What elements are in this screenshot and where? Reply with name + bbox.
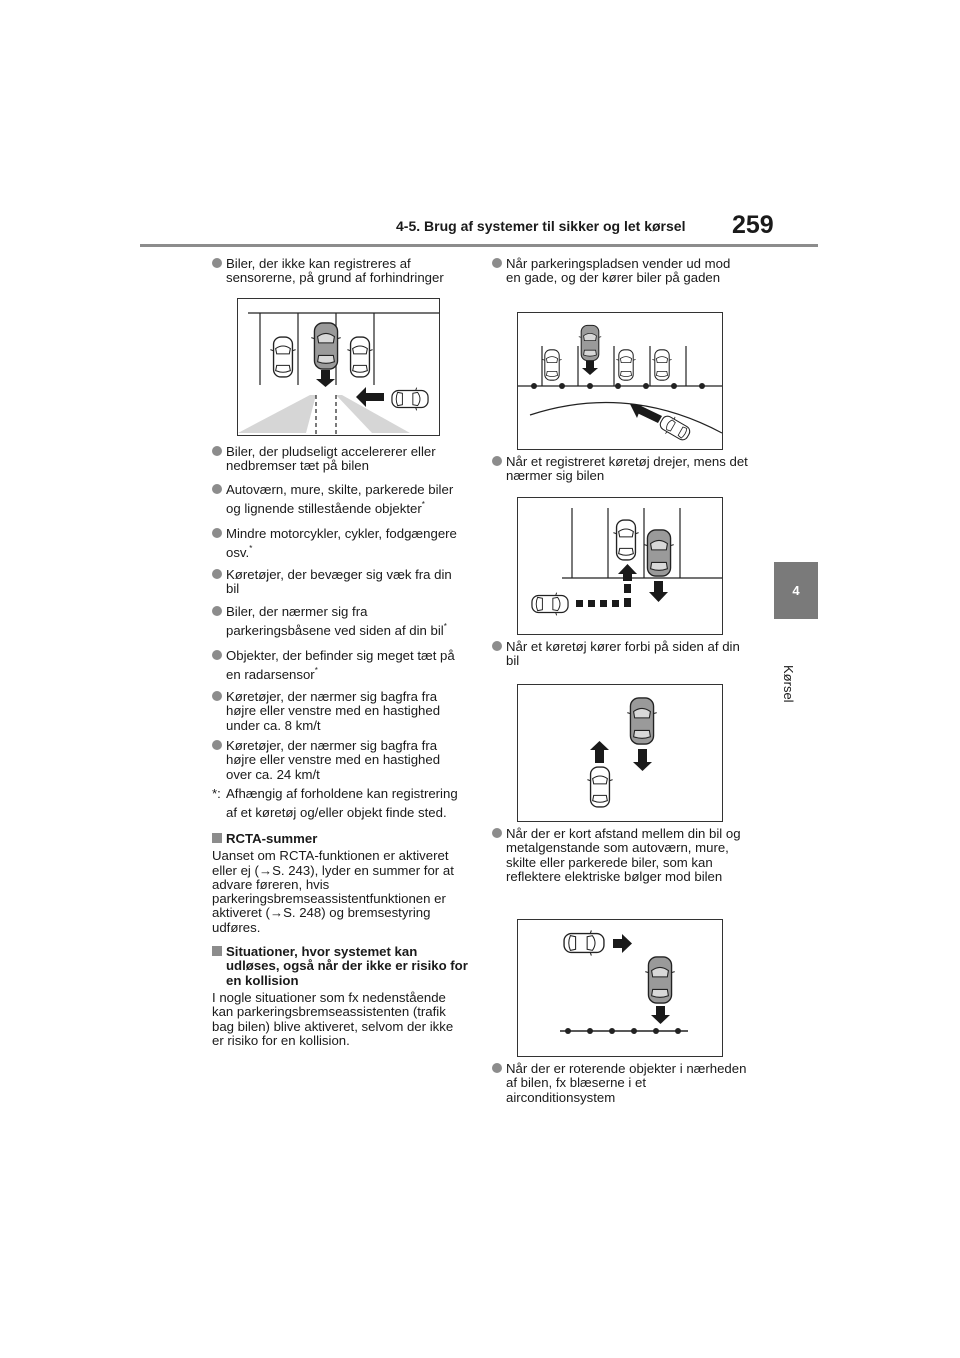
right-column-1 xyxy=(492,257,748,292)
header-rule xyxy=(140,244,818,247)
right-column-4 xyxy=(492,827,748,890)
footnote-mark: *: xyxy=(212,785,221,801)
page-number: 259 xyxy=(732,211,774,239)
list-item: Biler, der ikke kan registreres af sensorerne, på grund af forhindringer xyxy=(212,257,464,286)
bullet-dot xyxy=(212,258,222,268)
left-column-top xyxy=(212,257,464,292)
list-item: Biler, der pludseligt accelererer eller nedbremser tæt på bilen xyxy=(212,445,468,474)
figure-street-traffic xyxy=(517,312,723,450)
list-item: Mindre motorcykler, cykler, fodgængere osv.* xyxy=(212,524,468,562)
section-title: 4-5. Brug af systemer til sikker og let kørsel xyxy=(396,218,686,234)
list-item: Køretøjer, der bevæger sig væk fra din bil xyxy=(212,568,468,597)
heading-false-activation: Situationer, hvor systemet kan udløses, også når der ikke er risiko for en kollision xyxy=(212,945,468,988)
list-item: Objekter, der befinder sig meget tæt på en radarsensor* xyxy=(212,646,468,684)
heading-square xyxy=(212,946,222,956)
right-column-5 xyxy=(492,1062,748,1111)
list-item: Køretøjer, der nærmer sig bagfra fra højre eller venstre med en hastighed under ca. 8 km/t xyxy=(212,690,468,733)
list-item: Autoværn, mure, skilte, parkerede biler og lignende stillestående objekter* xyxy=(212,480,468,518)
bullet-dot xyxy=(492,456,502,466)
list-item: Når et registreret køretøj drejer, mens det nærmer sig bilen xyxy=(492,455,748,484)
bullet-dot xyxy=(212,740,222,750)
bullet-dot xyxy=(492,1063,502,1073)
list-item: Når der er roterende objekter i nærheden af bilen, fx blæserne i et airconditionsystem xyxy=(492,1062,748,1105)
figure-passing-vehicle xyxy=(517,684,723,822)
right-column-2 xyxy=(492,455,748,490)
bullet-dot xyxy=(212,484,222,494)
footnote: *: Afhængig af forholdene kan registrering af et køretøj og/eller objekt finde sted. xyxy=(212,785,458,820)
bullet-dot xyxy=(212,446,222,456)
list-item: Når der er kort afstand mellem din bil og metalgenstande som autoværn, mure, skilte eller parkerede biler, som kan reflektere elektriske bølger mod bilen xyxy=(492,827,748,884)
bullet-dot xyxy=(212,650,222,660)
chapter-number: 4 xyxy=(792,583,800,598)
figure-metal-objects xyxy=(517,919,723,1057)
bullet-dot xyxy=(492,828,502,838)
heading-square xyxy=(212,833,222,843)
list-item: Når et køretøj kører forbi på siden af din bil xyxy=(492,640,748,669)
bullet-dot xyxy=(492,641,502,651)
right-column-3 xyxy=(492,640,748,675)
heading-rcta-summer: RCTA-summer xyxy=(212,832,468,846)
bullet-dot xyxy=(212,528,222,538)
left-column-list xyxy=(212,445,468,1054)
bullet-dot xyxy=(212,569,222,579)
figure-obstructed-cars xyxy=(237,298,440,436)
paragraph: I nogle situationer som fx nedenstående kan parkeringsbremseassistenten (trafik bag bilen) blive aktiveret, selvom der ikke er risiko for en kollision. xyxy=(212,989,454,1048)
figure-turning-vehicle xyxy=(517,497,723,635)
list-item: Når parkeringspladsen vender ud mod en gade, og der kører biler på gaden xyxy=(492,257,748,286)
paragraph: Uanset om RCTA-funktionen er aktiveret eller ej (→S. 243), lyder en summer for at advare føreren, hvis parkeringsbremseassistentfunktionen er aktiveret (→S. 248) og bremsestyring udføres. xyxy=(212,848,454,935)
chapter-name: Kørsel xyxy=(781,665,796,703)
bullet-dot xyxy=(212,606,222,616)
list-item: Køretøjer, der nærmer sig bagfra fra højre eller venstre med en hastighed over ca. 24 km/t xyxy=(212,739,468,782)
bullet-dot xyxy=(492,258,502,268)
bullet-dot xyxy=(212,691,222,701)
list-item: Biler, der nærmer sig fra parkeringsbåsene ved siden af din bil* xyxy=(212,602,468,640)
chapter-tab[interactable] xyxy=(774,562,818,619)
